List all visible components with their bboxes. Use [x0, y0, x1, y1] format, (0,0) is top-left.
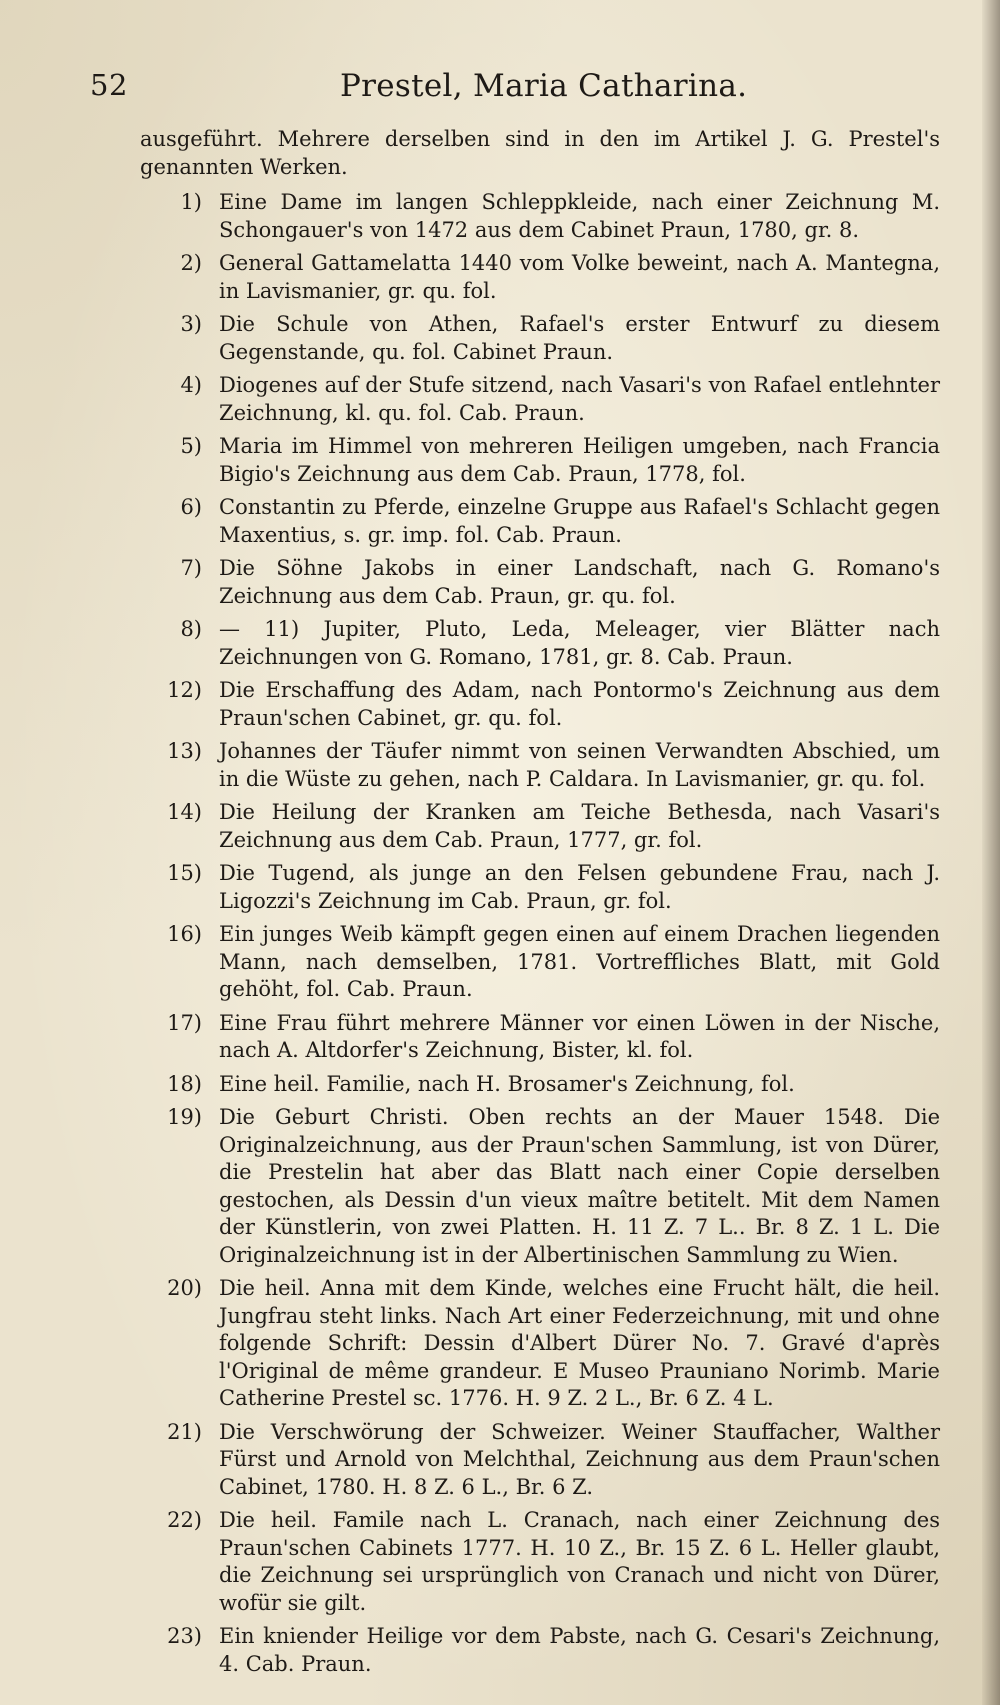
catalog-text — [140, 126, 940, 1684]
entry-number: 18) — [167, 1071, 202, 1096]
entry-text: Die Erschaffung des Adam, nach Pontormo's Zeichnung aus dem Praun'schen Cabinet, gr. qu. fol. — [219, 678, 940, 730]
entry-text: Ein junges Weib kämpft gegen einen auf einem Drachen liegenden Mann, nach demselben, 1781. Vortreffliches Blatt, mit Gold gehöht, fol. Cab. Praun. — [219, 922, 940, 1001]
page-edge-shadow — [982, 0, 1000, 1705]
entry-number: 12) — [167, 678, 202, 702]
catalog-entry — [140, 1071, 940, 1099]
entry-number: 8) — [180, 617, 202, 641]
entry-text: Eine Dame im langen Schleppkleide, nach einer Zeichnung M. Schongauer's von 1472 aus dem Cabinet Praun, 1780, gr. 8. — [219, 190, 940, 242]
running-head: Prestel, Maria Catharina. — [340, 68, 748, 104]
entry-text: Eine heil. Familie, nach H. Brosamer's Zeichnung, fol. — [219, 1071, 795, 1096]
entry-text: Die Söhne Jakobs in einer Landschaft, nach G. Romano's Zeichnung aus dem Cab. Praun, gr. qu. fol. — [219, 556, 940, 608]
entry-number: 19) — [167, 1105, 202, 1129]
entry-number: 15) — [167, 861, 202, 885]
entry-number: 6) — [180, 495, 202, 519]
catalog-entry — [140, 1104, 940, 1269]
entry-number: 4) — [180, 373, 202, 397]
entry-text: Die Schule von Athen, Rafael's erster Entwurf zu diesem Gegenstande, qu. fol. Cabinet Praun. — [219, 312, 940, 364]
entry-number: 23) — [167, 1624, 202, 1648]
catalog-entry — [140, 372, 940, 427]
catalog-entry — [140, 677, 940, 732]
entry-text: Die heil. Famile nach L. Cranach, nach einer Zeichnung des Praun'schen Cabinets 1777. H. 10 Z., Br. 15 Z. 6 L. Heller glaubt, die Zeichnung sei ursprünglich von Cranach und nicht von Dürer, wofür sie gilt. — [219, 1508, 940, 1615]
entry-text: Eine Frau führt mehrere Männer vor einen Löwen in der Nische, nach A. Altdorfer's Zeichnung, Bister, kl. fol. — [219, 1010, 940, 1062]
entry-number: 17) — [167, 1010, 202, 1035]
catalog-entry — [140, 1419, 940, 1502]
entry-number: 13) — [167, 739, 202, 763]
entry-text: Ein kniender Heilige vor dem Pabste, nach G. Cesari's Zeichnung, 4. Cab. Praun. — [219, 1624, 940, 1676]
catalog-entry — [140, 433, 940, 488]
entry-text: — 11) Jupiter, Pluto, Leda, Meleager, vier Blätter nach Zeichnungen von G. Romano, 1781, gr. 8. Cab. Praun. — [219, 617, 940, 669]
entry-text: Constantin zu Pferde, einzelne Gruppe aus Rafael's Schlacht gegen Maxentius, s. gr. imp. fol. Cab. Praun. — [219, 495, 940, 547]
entry-number: 20) — [167, 1276, 202, 1300]
entry-number: 1) — [180, 190, 202, 214]
catalog-entry — [140, 1275, 940, 1413]
catalog-entry — [140, 1623, 940, 1678]
catalog-entry — [140, 921, 940, 1004]
entry-text: Diogenes auf der Stufe sitzend, nach Vasari's von Rafael entlehnter Zeichnung, kl. qu. fol. Cab. Praun. — [219, 373, 940, 425]
catalog-entry — [140, 1507, 940, 1617]
entry-text: Johannes der Täufer nimmt von seinen Verwandten Abschied, um in die Wüste zu gehen, nach P. Caldara. In Lavismanier, gr. qu. fol. — [219, 739, 940, 791]
catalog-entry — [140, 189, 940, 244]
page-header — [90, 68, 960, 112]
catalog-entry — [140, 1010, 940, 1065]
entry-number: 3) — [180, 312, 202, 336]
entry-text: Die Tugend, als junge an den Felsen gebundene Frau, nach J. Ligozzi's Zeichnung im Cab. Praun, gr. fol. — [219, 861, 940, 913]
entry-text: Die Heilung der Kranken am Teiche Bethesda, nach Vasari's Zeichnung aus dem Cab. Praun, 1777, gr. fol. — [219, 800, 940, 852]
entry-number: 2) — [180, 251, 202, 275]
entry-text: Die heil. Anna mit dem Kinde, welches eine Frucht hält, die heil. Jungfrau steht links. Nach Art einer Federzeichnung, mit und ohne folgende Schrift: Dessin d'Albert Dürer No. 7. Gravé d'après l'Original de même grandeur. E Museo Prauniano Norimb. Marie Catherine Prestel sc. 1776. H. 9 Z. 2 L., Br. 6 Z. 4 L. — [219, 1276, 940, 1410]
catalog-entry — [140, 799, 940, 854]
catalog-entry — [140, 738, 940, 793]
entry-text: Die Geburt Christi. Oben rechts an der Mauer 1548. Die Originalzeichnung, aus der Praun'schen Sammlung, ist von Dürer, die Prestelin hat aber das Blatt nach einer Copie derselben gestochen, als Dessin d'un vieux maître betitelt. Mit dem Namen der Künstlerin, von zwei Platten. H. 11 Z. 7 L.. Br. 8 Z. 1 L. Die Originalzeichnung ist in der Albertinischen Sammlung zu Wien. — [219, 1105, 940, 1267]
entry-number: 7) — [180, 556, 202, 580]
catalog-entry — [140, 311, 940, 366]
catalog-entry — [140, 250, 940, 305]
entry-text: Maria im Himmel von mehreren Heiligen umgeben, nach Francia Bigio's Zeichnung aus dem Cab. Praun, 1778, fol. — [219, 434, 940, 486]
catalog-entry — [140, 616, 940, 671]
page-number: 52 — [90, 68, 128, 102]
entry-text: Die Verschwörung der Schweizer. Weiner Stauffacher, Walther Fürst und Arnold von Melchthal, Zeichnung aus dem Praun'schen Cabinet, 1780. H. 8 Z. 6 L., Br. 6 Z. — [219, 1419, 940, 1499]
entry-number: 16) — [167, 922, 202, 946]
entry-number: 22) — [167, 1508, 202, 1532]
entry-number: 5) — [180, 434, 202, 458]
intro-paragraph: ausgeführt. Mehrere derselben sind in den im Artikel J. G. Prestel's genannten Werken. — [140, 127, 940, 179]
entry-number: 14) — [167, 800, 202, 824]
catalog-entry — [140, 860, 940, 915]
entry-text: General Gattamelatta 1440 vom Volke beweint, nach A. Mantegna, in Lavismanier, gr. qu. fol. — [219, 251, 940, 303]
catalog-entry — [140, 494, 940, 549]
catalog-entry — [140, 555, 940, 610]
entry-number: 21) — [167, 1419, 202, 1444]
catalog-entry-list — [140, 189, 940, 1678]
